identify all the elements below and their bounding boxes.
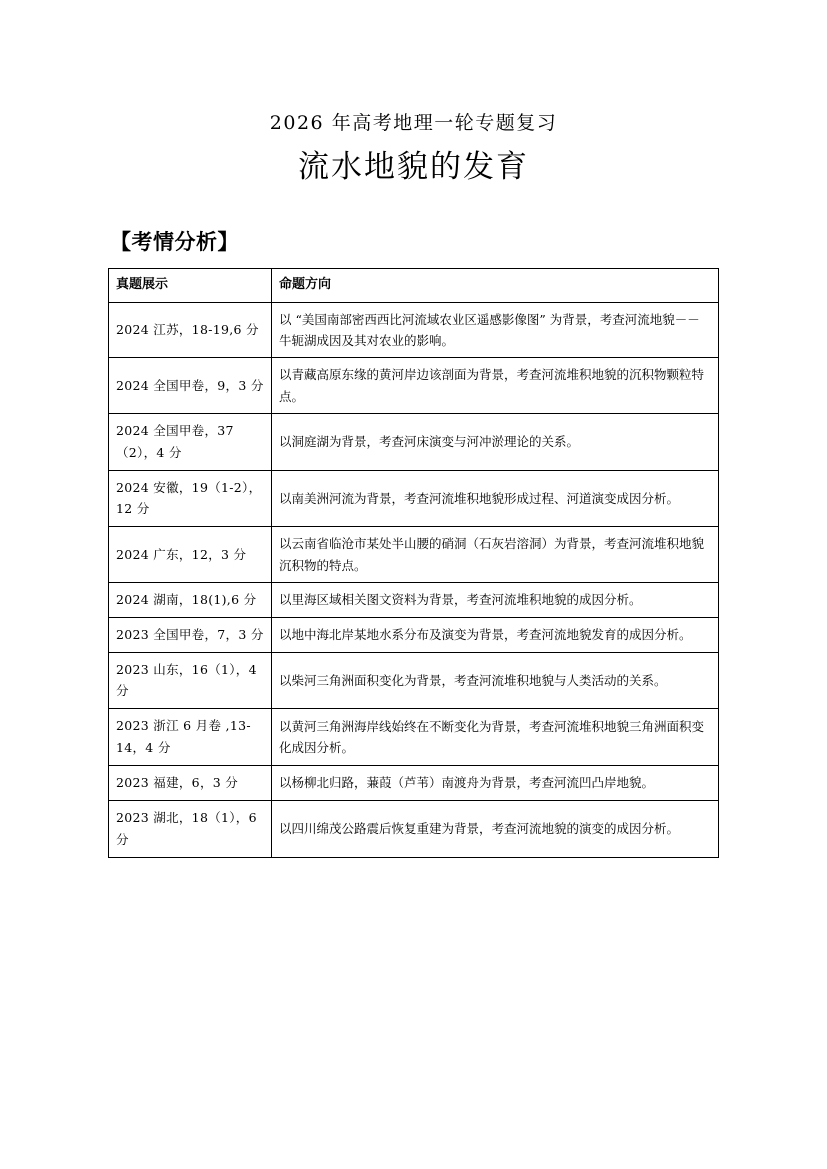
table-row [109,617,719,652]
cell-source: 2023 湖北，18（1），6 分 [109,800,272,857]
cell-source: 2024 全国甲卷，37（2），4 分 [109,413,272,470]
cell-direction: 以黄河三角洲海岸线始终在不断变化为背景，考查河流堆积地貌三角洲面积变化成因分析。 [272,709,719,766]
table-row [109,800,719,857]
cell-direction: 以云南省临沧市某处半山腰的硝洞（石灰岩溶洞）为背景，考查河流堆积地貌沉积物的特点。 [272,527,719,583]
cell-direction: 以杨柳北归路，蒹葭（芦苇）南渡舟为背景，考查河流凹凸岸地貌。 [272,766,719,801]
table-header-row [109,269,719,303]
cell-source: 2024 江苏，18-19,6 分 [109,302,272,358]
cell-source: 2024 广东，12，3 分 [109,527,272,583]
column-header-source: 真题展示 [109,269,272,303]
cell-source: 2024 安徽，19（1-2），12 分 [109,470,272,527]
table-row [109,652,719,709]
section-heading-exam-analysis: 【考情分析】 [110,229,239,254]
cell-direction: 以柴河三角洲面积变化为背景，考查河流堆积地貌与人类活动的关系。 [272,652,719,709]
table-row [109,582,719,617]
exam-analysis-table [108,268,719,858]
cell-direction: 以南美洲河流为背景，考查河流堆积地貌形成过程、河道演变成因分析。 [272,470,719,527]
document-subtitle: 2026 年高考地理一轮专题复习 [269,112,558,134]
cell-direction: 以青藏高原东缘的黄河岸边该剖面为背景，考查河流堆积地貌的沉积物颗粒特点。 [272,358,719,414]
cell-source: 2024 湖南，18(1),6 分 [109,582,272,617]
document-title: 流水地貌的发育 [298,149,529,185]
cell-source: 2024 全国甲卷，9，3 分 [109,358,272,414]
table-row [109,766,719,801]
cell-source: 2023 福建，6，3 分 [109,766,272,801]
cell-direction: 以四川绵茂公路震后恢复重建为背景，考查河流地貌的演变的成因分析。 [272,800,719,857]
cell-direction: 以 “美国南部密西西比河流域农业区遥感影像图” 为背景，考查河流地貌－－牛轭湖成因及其对农业的影响。 [272,302,719,358]
table-row [109,302,719,358]
cell-source: 2023 全国甲卷，7，3 分 [109,617,272,652]
cell-direction: 以洞庭湖为背景，考查河床演变与河冲淤理论的关系。 [272,413,719,470]
table-row [109,358,719,414]
table-row [109,709,719,766]
table-row [109,527,719,583]
cell-source: 2023 山东，16（1），4 分 [109,652,272,709]
table-row [109,470,719,527]
cell-source: 2023 浙江 6 月卷 ,13-14，4 分 [109,709,272,766]
column-header-direction: 命题方向 [272,269,719,303]
table-row [109,413,719,470]
cell-direction: 以里海区域相关图文资料为背景，考查河流堆积地貌的成因分析。 [272,582,719,617]
cell-direction: 以地中海北岸某地水系分布及演变为背景，考查河流地貌发育的成因分析。 [272,617,719,652]
